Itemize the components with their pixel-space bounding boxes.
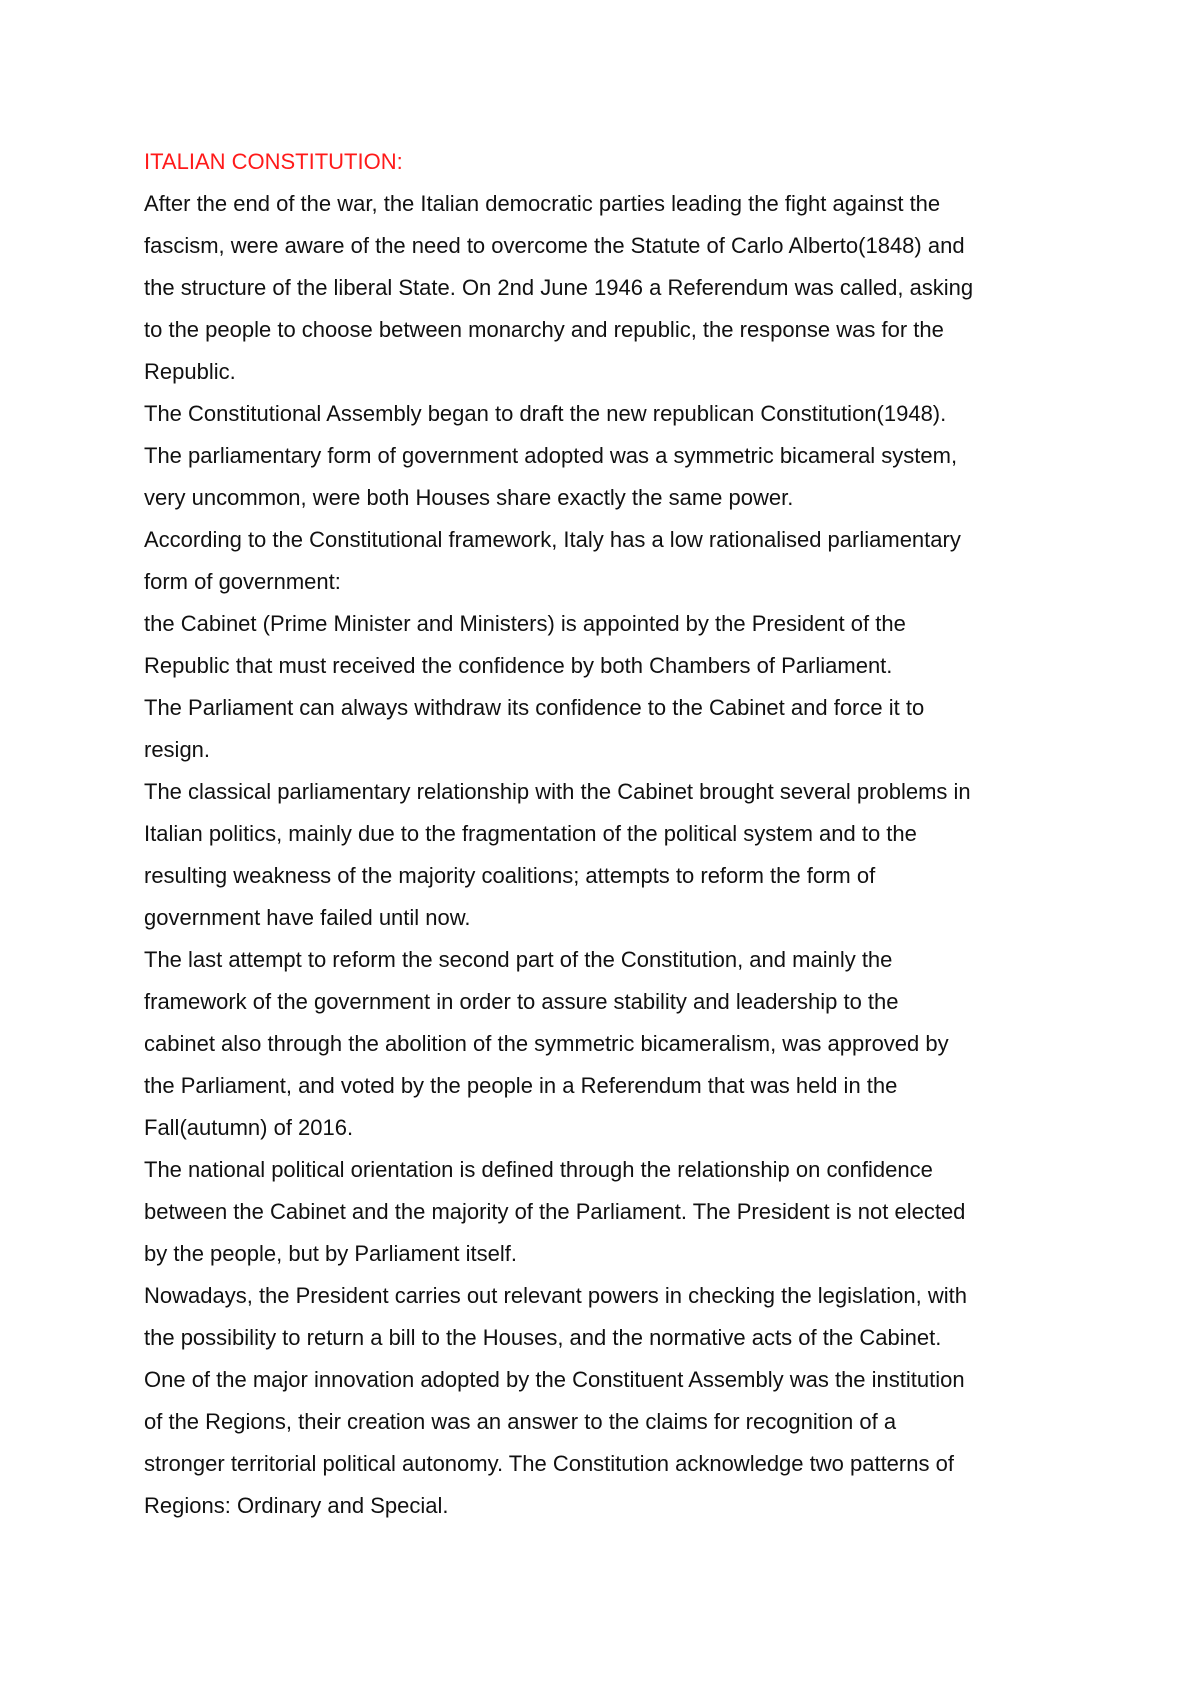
- text-line: The classical parliamentary relationship with the Cabinet brought several problems in: [144, 779, 971, 804]
- text-line: the Parliament, and voted by the people in a Referendum that was held in the: [144, 1073, 898, 1098]
- text-line: by the people, but by Parliament itself.: [144, 1241, 517, 1266]
- text-line: the structure of the liberal State. On 2nd June 1946 a Referendum was called, asking: [144, 275, 974, 300]
- document-body: [144, 141, 1074, 1527]
- text-line: The last attempt to reform the second part of the Constitution, and mainly the: [144, 947, 893, 972]
- text-line: Italian politics, mainly due to the fragmentation of the political system and to the: [144, 821, 917, 846]
- text-line: The Parliament can always withdraw its confidence to the Cabinet and force it to: [144, 695, 925, 720]
- text-line: of the Regions, their creation was an answer to the claims for recognition of a: [144, 1409, 897, 1434]
- text-line: One of the major innovation adopted by the Constituent Assembly was the institution: [144, 1367, 965, 1392]
- text-line: stronger territorial political autonomy. The Constitution acknowledge two patterns of: [144, 1451, 954, 1476]
- text-line: the Cabinet (Prime Minister and Ministers) is appointed by the President of the: [144, 611, 906, 636]
- text-line: Nowadays, the President carries out relevant powers in checking the legislation, with: [144, 1283, 967, 1308]
- text-line: The parliamentary form of government adopted was a symmetric bicameral system,: [144, 443, 958, 468]
- text-line: The national political orientation is defined through the relationship on confidence: [144, 1157, 933, 1182]
- text-line: to the people to choose between monarchy and republic, the response was for the: [144, 317, 944, 342]
- text-line: very uncommon, were both Houses share exactly the same power.: [144, 485, 794, 510]
- text-line: government have failed until now.: [144, 905, 471, 930]
- text-line: Fall(autumn) of 2016.: [144, 1115, 354, 1140]
- document-title: ITALIAN CONSTITUTION:: [144, 149, 403, 174]
- text-line: form of government:: [144, 569, 341, 594]
- text-line: fascism, were aware of the need to overcome the Statute of Carlo Alberto(1848) and: [144, 233, 965, 258]
- text-line: Regions: Ordinary and Special.: [144, 1493, 449, 1518]
- text-line: between the Cabinet and the majority of the Parliament. The President is not elected: [144, 1199, 966, 1224]
- text-line: According to the Constitutional framework, Italy has a low rationalised parliamentary: [144, 527, 961, 552]
- text-line: Republic that must received the confidence by both Chambers of Parliament.: [144, 653, 893, 678]
- text-line: framework of the government in order to assure stability and leadership to the: [144, 989, 899, 1014]
- text-line: cabinet also through the abolition of the symmetric bicameralism, was approved by: [144, 1031, 949, 1056]
- text-line: The Constitutional Assembly began to draft the new republican Constitution(1948).: [144, 401, 947, 426]
- text-line: resulting weakness of the majority coalitions; attempts to reform the form of: [144, 863, 876, 888]
- text-line: Republic.: [144, 359, 236, 384]
- document-text: [144, 183, 1074, 1527]
- text-line: resign.: [144, 737, 211, 762]
- text-line: After the end of the war, the Italian democratic parties leading the fight against the: [144, 191, 941, 216]
- text-line: the possibility to return a bill to the Houses, and the normative acts of the Cabinet.: [144, 1325, 942, 1350]
